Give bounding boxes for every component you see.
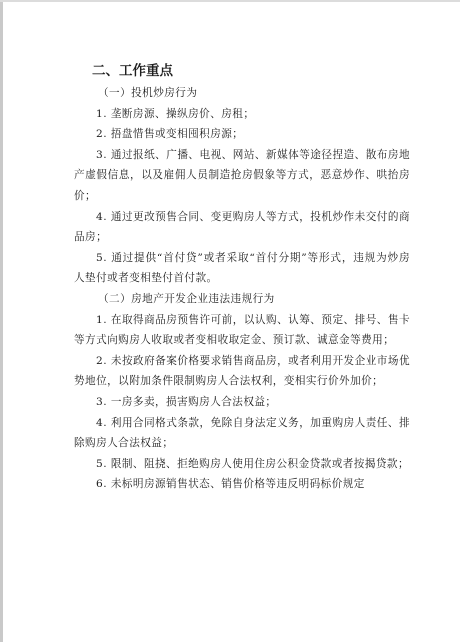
document-body: [74, 62, 410, 495]
subsection-title: （一）投机炒房行为: [98, 87, 198, 99]
list-item: 3. 一房多卖，损害购房人合法权益；: [96, 395, 277, 408]
scan-edge-left: [0, 0, 3, 642]
list-item: 5. 通过提供“首付贷”或者采取“首付分期”等形式，违规为炒房人垫付或者变相垫付首付款。: [74, 251, 410, 285]
list-item: 2. 捂盘惜售或变相囤积房源；: [96, 128, 244, 141]
list-item: 4. 通过更改预售合同、变更购房人等方式，投机炒作未交付的商品房；: [74, 210, 410, 244]
list-item: 5. 限制、阻挠、拒绝购房人使用住房公积金贷款或者按揭贷款；: [96, 457, 410, 470]
list-item: 3. 通过报纸、广播、电视、网站、新媒体等途径捏造、散布房地产虚假信息，以及雇佣人员制造抢房假象等方式，恶意炒作、哄抬房价；: [74, 148, 410, 202]
list-item: 1. 在取得商品房预售许可前，以认购、认筹、预定、排号、售卡等方式向购房人收取或者变相收取定金、预订款、诚意金等费用；: [74, 313, 410, 347]
subsection-title: （二）房地产开发企业违法违规行为: [98, 292, 275, 305]
list-item: 4. 利用合同格式条款，免除自身法定义务，加重购房人责任、排除购房人合法权益；: [74, 416, 410, 450]
section-heading: 二、工作重点: [92, 63, 173, 79]
list-item: 6. 未标明房源销售状态、销售价格等违反明码标价规定: [96, 478, 365, 491]
scan-edge-top: [0, 0, 460, 2]
list-item: 1. 垄断房源、操纵房价、房租；: [96, 107, 255, 120]
list-item: 2. 未按政府备案价格要求销售商品房，或者利用开发企业市场优势地位，以附加条件限制购房人合法权利，变相实行价外加价；: [74, 354, 410, 388]
